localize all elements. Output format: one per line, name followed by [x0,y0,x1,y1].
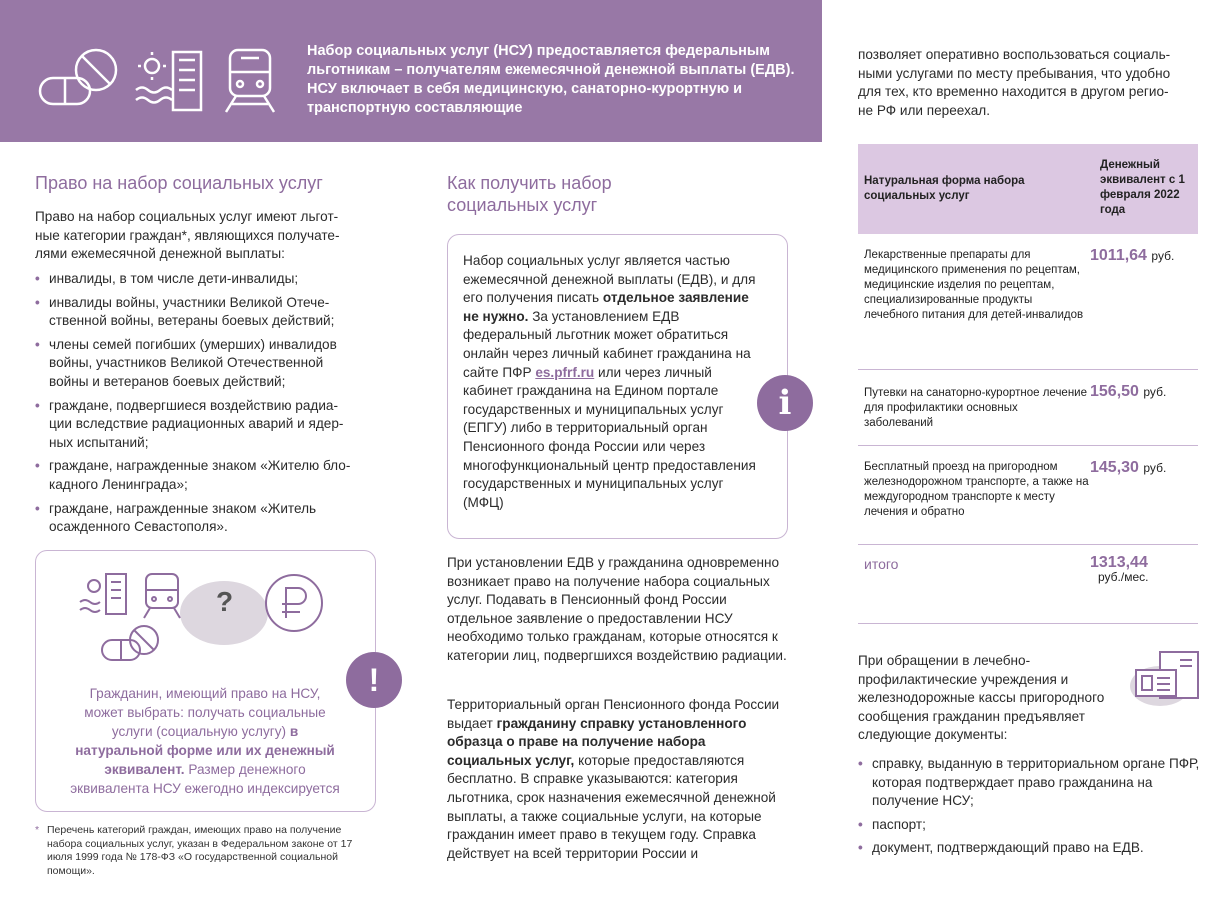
how-to-paragraph-1: При установлении ЕДВ у гражданина одновременно возникает право на получение набора социальных услуг. Подавать в Пенсионный фонд России отдельное заявление о предоставлении НСУ необходимо только гражданам, которые относятся к категории лиц, подвергшихся воздействию радиации. [447,555,787,663]
list-item: • граждане, подвергшиеся воздействию радиа- ции вследствие радиационных аварий и ядер- ных испытаний; [35,397,405,453]
intro-line: лями ежемесячной денежной выплаты: [35,246,285,262]
list-item: • граждане, награжденные знаком «Жителю бло- кадного Ленинграда»; [35,457,405,494]
ruble-icon [266,575,322,631]
document-icon [1130,648,1202,710]
how-to-info-text: Набор социальных услуг является частью ежемесячной денежной выплаты (ЕДВ), и для его получения писать отдельное заявление не нужно. За установлением ЕДВ федеральный льготник может обратиться онлайн через личный кабинет гражданина на сайте ПФР es.pfrf.ru или через личный кабинет гражданина на Едином портале государственных и муниципальных услуг (ЕПГУ) либо в территориальный орган Пенсионного фонда России или через многофункциональный центр предоставления государственных и муниципальных услуг (МФЦ) [463,253,756,510]
eligible-categories-list [35,270,405,542]
table-header [858,144,1198,234]
intro-line: ные категории граждан*, являющихся получате- [35,227,340,243]
documents-list [858,755,1203,863]
list-item: • граждане, награжденные знаком «Житель осажденного Севастополя». [35,500,405,537]
table-row: Путевки на санаторно-курортное лечение для профилактики основных заболеваний 156,50 руб. [858,370,1198,446]
header-right: Денежный эквивалент с 1 февраля 2022 года [1100,159,1185,216]
table-row: Бесплатный проезд на пригородном железнодорожном транспорте, а также на междугородном транспорте к месту лечения и обратно 145,30 руб. [858,446,1198,545]
banner-icons [36,44,286,119]
continuation-text: позволяет оперативно воспользоваться социаль- ными услугами по месту пребывания, что удобно для тех, кто временно находится в другом регио- не РФ или переехал. [858,47,1171,118]
footnote-text: Перечень категорий граждан, имеющих право на получение набора социальных услуг, указан в Федеральном законе от 17 июля 1999 года № 178-ФЗ «О государственной социальной помощи». [47,824,353,877]
box-illustration [74,568,334,668]
table-row: Лекарственные препараты для медицинского применения по рецептам, медицинские изделия по рецептам, специализированные продукты лечебного питания для детей-инвалидов 1011,64 руб. [858,234,1198,370]
banner-text: Набор социальных услуг (НСУ) предоставляется федеральным льготникам – получателям ежемесячной денежной выплаты (ЕДВ). НСУ включает в себя медицинскую, санаторно-курортную и транспортную составляющие [307,43,795,116]
docs-intro: При обращении в лечебно-профилактические учреждения и железнодорожные кассы пригородного сообщения гражданин предъявляет следующие документы: [858,653,1105,743]
list-item: • инвалиды, в том числе дети-инвалиды; [35,270,405,289]
footnote [35,824,375,878]
list-item: • члены семей погибших (умерших) инвалидов войны, участников Великой Отечественной войны и ветеранов боевых действий; [35,336,405,392]
table-total-row: итого 1313,44 руб./мес. [858,545,1198,624]
footnote-marker: * [35,824,40,836]
nsu-table [858,144,1198,624]
section-heading-how-to: Как получить набор социальных услуг [447,173,612,215]
section-heading-rights: Право на набор социальных услуг [35,173,323,193]
question-mark: ? [216,586,234,617]
header-left: Натуральная форма набора социальных услуг [864,175,1025,202]
sanatorium-icon [80,574,126,614]
list-item: • документ, подтверждающий право на ЕДВ. [858,839,1203,858]
pills-icon [40,50,116,104]
sanatorium-icon [136,52,201,110]
rights-intro [35,208,395,264]
list-item: • справку, выданную в территориальном органе ПФР, которая подтверждает право гражданина на получение НСУ; [858,755,1203,811]
train-icon [226,50,274,112]
exclamation-icon: ! [346,652,402,708]
intro-line: Право на набор социальных услуг имеют льгот- [35,209,339,224]
choice-info-text: Гражданин, имеющий право на НСУ, может выбрать: получать социальные услуги (социальную услугу) в натуральной форме или их денежный эквивалент. Размер денежного эквивалента НСУ ежегодно индексируется [70,686,340,796]
header-banner [0,0,822,142]
list-item: • паспорт; [858,816,1203,835]
train-icon [144,574,180,618]
list-item: • инвалиды войны, участники Великой Отече- ственной войны, ветераны боевых действий; [35,294,405,331]
info-icon: i [757,375,813,431]
pills-icon [102,626,158,660]
pfr-site-link[interactable]: es.pfrf.ru [535,364,595,380]
how-to-paragraph-2: Территориальный орган Пенсионного фонда России выдает гражданину справку установленного образца о праве на получение набора социальных услуг, которые предоставляются бесплатно. В справке указываются: категория льготника, срок назначения ежемесячной денежной выплаты, а также социальные услуги, на которые гражданин имеет право в текущем году. Справка действует на всей территории России и [447,697,780,861]
